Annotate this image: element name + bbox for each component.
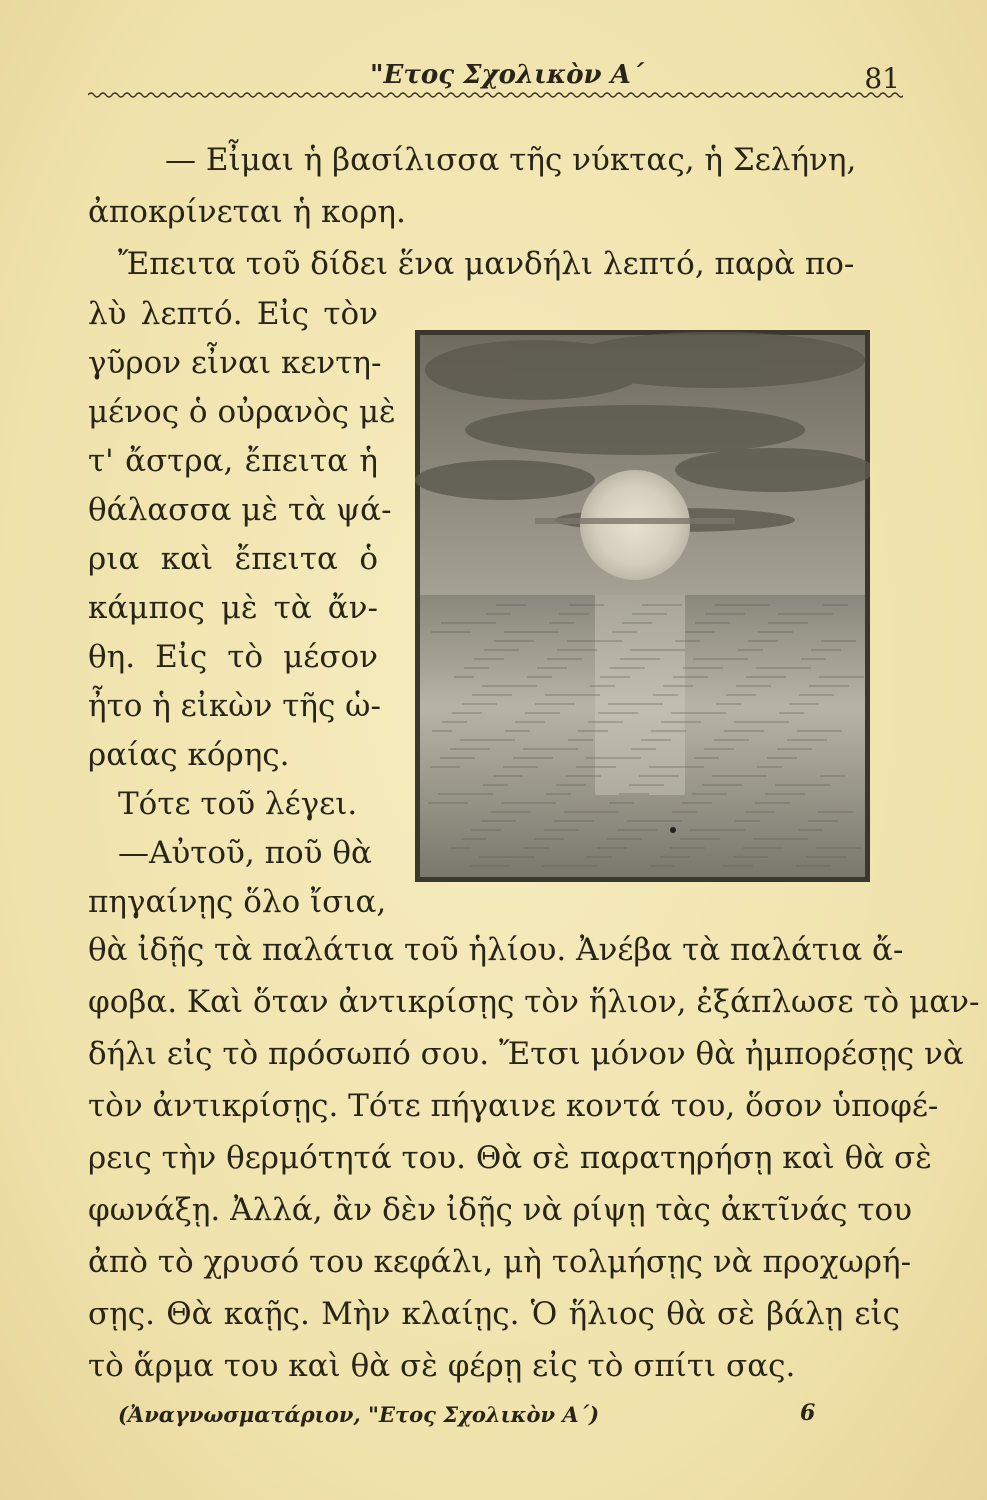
moon-over-sea-illustration: [415, 330, 870, 882]
text-line-3: Ἔπειτα τοῦ δίδει ἕνα μανδήλι λεπτό, παρὰ πο-: [118, 246, 855, 282]
text-line-25: τὸ ἅρμα του καὶ θὰ σὲ φέρῃ εἰς τὸ σπίτι σας.: [88, 1348, 796, 1384]
text-line-12: ἦτο ἡ εἰκὼν τῆς ὡ-: [88, 688, 381, 724]
text-line-6: μένος ὁ οὐρανὸς μὲ: [88, 394, 396, 430]
text-line-9: ρια καὶ ἔπειτα ὁ: [88, 541, 378, 577]
text-line-14: Τότε τοῦ λέγει.: [118, 786, 358, 822]
text-line-13: ραίας κόρης.: [88, 737, 290, 773]
moon: [580, 470, 690, 580]
page-number: 81: [864, 62, 900, 95]
text-line-8: θάλασσα μὲ τὰ ψά-: [88, 492, 392, 528]
text-line-18: φοβα. Καὶ ὅταν ἀντικρίσῃς τὸν ἥλιον, ἐξάπλωσε τὸ μαν-: [88, 984, 980, 1020]
text-line-23: ἀπὸ τὸ χρυσό του κεφάλι, μὴ τολμήσῃς νὰ προχωρή-: [88, 1244, 912, 1280]
text-line-24: σῃς. Θὰ καῇς. Μὴν κλαίῃς. Ὁ ἥλιος θὰ σὲ βάλῃ εἰς: [88, 1296, 900, 1332]
text-line-2: ἀποκρίνεται ἡ κορη.: [88, 194, 406, 230]
text-line-16: πηγαίνῃς ὅλο ἴσια,: [88, 884, 387, 920]
text-line-20: τὸν ἀντικρίσῃς. Τότε πήγαινε κοντά του, ὅσον ὑποφέ-: [88, 1088, 939, 1124]
text-line-17: θὰ ἰδῇς τὰ παλάτια τοῦ ἡλίου. Ἀνέβα τὰ παλάτια ἄ-: [88, 932, 904, 968]
text-line-19: δήλι εἰς τὸ πρόσωπό σου. Ἔτσι μόνον θὰ ἠμπορέσῃς νὰ: [88, 1036, 964, 1072]
running-title: "Ετος Σχολικὸν Α΄: [370, 60, 644, 90]
text-line-10: κάμπος μὲ τὰ ἄν-: [88, 590, 378, 626]
signature-mark: 6: [800, 1400, 816, 1426]
text-line-7: τ' ἄστρα, ἔπειτα ἡ: [88, 443, 378, 479]
text-line-5: γῦρον εἶναι κεντη-: [88, 345, 382, 381]
text-line-4: λὺ λεπτό. Εἰς τὸν: [88, 296, 378, 332]
source-footer: (Ἀναγνωσματάριον, "Ετος Σχολικὸν Α΄): [118, 1402, 600, 1427]
text-line-11: θη. Εἰς τὸ μέσον: [88, 639, 378, 675]
text-line-22: φωνάξῃ. Ἀλλά, ἂν δὲν ἰδῇς νὰ ρίψῃ τὰς ἀκτῖνάς του: [88, 1192, 912, 1228]
text-line-1: — Εἶμαι ἡ βασίλισσα τῆς νύκτας, ἡ Σελήνη,: [165, 142, 857, 178]
header-wavy-rule: [88, 88, 903, 102]
text-line-21: ρεις τὴν θερμότητά του. Θὰ σὲ παρατηρήσῃ καὶ θὰ σὲ: [88, 1140, 932, 1176]
text-line-15: —Αὐτοῦ, ποῦ θὰ: [118, 835, 372, 871]
